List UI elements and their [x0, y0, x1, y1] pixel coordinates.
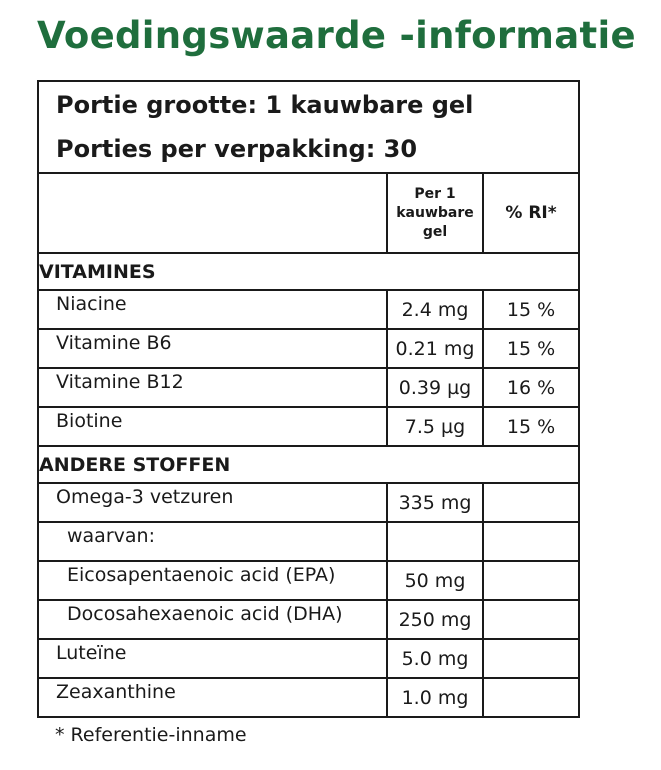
nutrient-amount: 0.39 µg — [387, 368, 483, 407]
table-row — [38, 329, 579, 368]
table-row — [38, 600, 579, 639]
nutrient-name: waarvan: — [38, 522, 387, 561]
per-serving-header: Per 1 kauwbare gel — [387, 173, 483, 253]
table-row — [38, 368, 579, 407]
nutrient-amount: 335 mg — [387, 483, 483, 522]
nutrient-ri — [483, 561, 579, 600]
nutrient-ri — [483, 483, 579, 522]
nutrient-ri — [483, 678, 579, 717]
footnote: * Referentie-inname — [55, 724, 247, 746]
serving-size: Portie grootte: 1 kauwbare gel — [56, 91, 474, 119]
nutrient-name: Omega-3 vetzuren — [38, 483, 387, 522]
nutrient-name: Zeaxanthine — [38, 678, 387, 717]
nutrient-amount: 250 mg — [387, 600, 483, 639]
column-header-row — [38, 173, 579, 253]
nutrient-amount: 2.4 mg — [387, 290, 483, 329]
nutrient-amount: 7.5 µg — [387, 407, 483, 446]
nutrient-amount: 1.0 mg — [387, 678, 483, 717]
serving-info — [38, 81, 579, 173]
table-row — [38, 407, 579, 446]
ri-header: % RI* — [483, 173, 579, 253]
nutrient-name: Vitamine B6 — [38, 329, 387, 368]
section-other-substances: ANDERE STOFFEN — [38, 446, 579, 483]
page-title: Voedingswaarde -informatie — [37, 14, 636, 57]
table-row — [38, 561, 579, 600]
nutrient-name: Eicosapentaenoic acid (EPA) — [38, 561, 387, 600]
servings-per-pack: Porties per verpakking: 30 — [56, 135, 418, 163]
nutrient-name: Biotine — [38, 407, 387, 446]
nutrient-ri — [483, 600, 579, 639]
table-row — [38, 483, 579, 522]
table-row — [38, 678, 579, 717]
nutrient-amount: 50 mg — [387, 561, 483, 600]
nutrient-name: Niacine — [38, 290, 387, 329]
nutrient-amount — [387, 522, 483, 561]
nutrient-amount: 5.0 mg — [387, 639, 483, 678]
nutrient-name: Luteïne — [38, 639, 387, 678]
nutrient-ri — [483, 522, 579, 561]
nutrient-ri — [483, 639, 579, 678]
nutrient-ri: 15 % — [483, 407, 579, 446]
table-row — [38, 522, 579, 561]
nutrient-ri: 15 % — [483, 329, 579, 368]
nutrient-name: Vitamine B12 — [38, 368, 387, 407]
nutrient-ri: 16 % — [483, 368, 579, 407]
table-row — [38, 290, 579, 329]
nutrient-amount: 0.21 mg — [387, 329, 483, 368]
nutrient-ri: 15 % — [483, 290, 579, 329]
table-row — [38, 639, 579, 678]
nutrient-name: Docosahexaenoic acid (DHA) — [38, 600, 387, 639]
section-vitamins: VITAMINES — [38, 253, 579, 290]
header-empty-cell — [38, 173, 387, 253]
nutrition-table — [37, 80, 580, 718]
